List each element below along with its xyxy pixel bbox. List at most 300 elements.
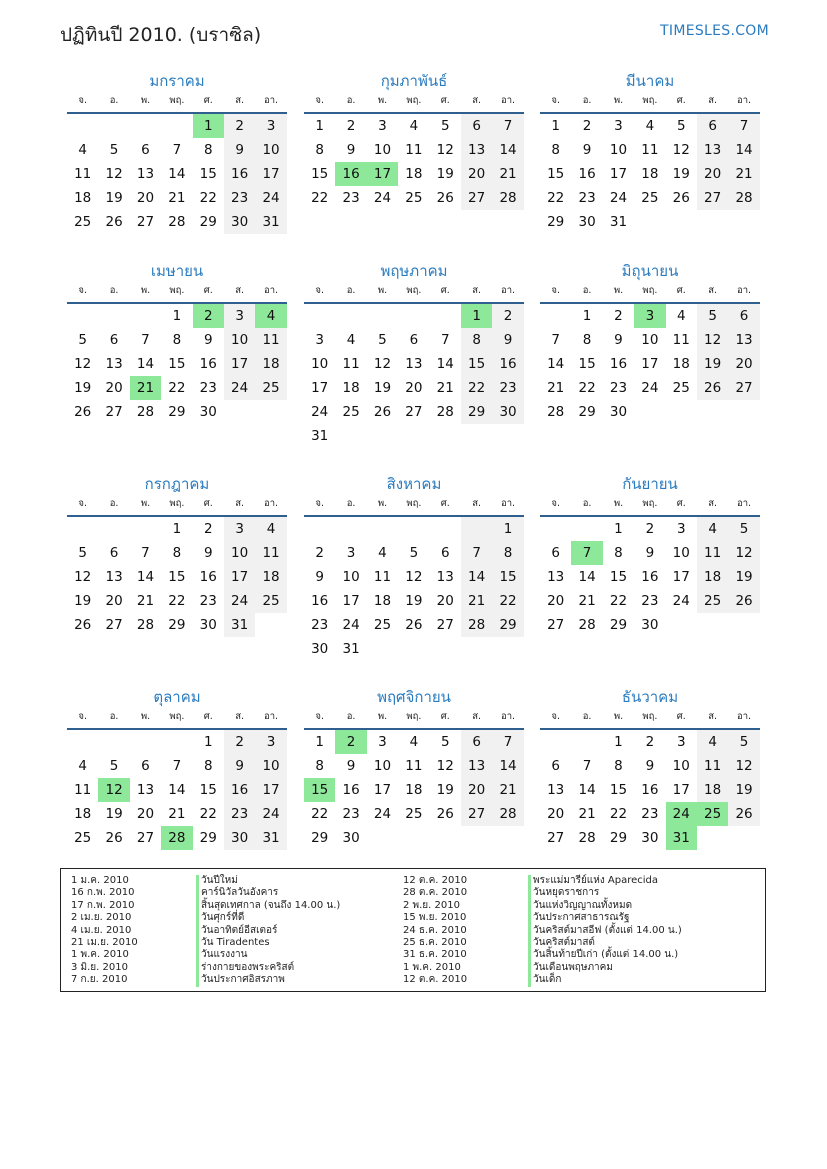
legend-item <box>71 912 340 924</box>
day-cell: 27 <box>136 214 155 230</box>
weekday-label: อา. <box>501 498 516 509</box>
weekday-header <box>67 495 287 517</box>
day-cell: 19 <box>697 352 728 376</box>
day-cell: 31 <box>342 641 360 657</box>
weekday-label: พฤ. <box>169 711 185 722</box>
day-cell: 1 <box>172 308 182 324</box>
day-cell: 11 <box>373 569 392 585</box>
weekday-label: พ. <box>613 498 624 509</box>
day-cell: 13 <box>105 356 123 372</box>
day-cell: 16 <box>199 569 217 585</box>
day-cell: 5 <box>676 118 686 134</box>
day-cell: 30 <box>578 214 596 230</box>
day-cell: 10 <box>342 569 360 585</box>
day-cell: 25 <box>697 589 728 613</box>
weekday-label: ส. <box>708 285 718 296</box>
day-empty <box>367 517 398 541</box>
month-name: มีนาคม <box>625 72 675 90</box>
day-cell: 25 <box>373 617 392 633</box>
weekday-label: ศ. <box>676 711 686 722</box>
day-cell: 6 <box>697 114 728 138</box>
day-cell: 31 <box>224 613 255 637</box>
day-cell: 1 <box>492 517 523 541</box>
day-cell: 28 <box>728 186 759 210</box>
day-cell: 19 <box>728 565 759 589</box>
day-cell: 12 <box>436 758 454 774</box>
day-cell: 30 <box>224 826 255 850</box>
weekday-label: ส. <box>235 285 245 296</box>
day-cell: 5 <box>440 734 450 750</box>
day-cell: 9 <box>224 754 255 778</box>
day-cell: 10 <box>224 328 255 352</box>
weekday-label: อ. <box>346 498 356 509</box>
day-grid <box>304 517 524 661</box>
day-cell: 8 <box>614 758 623 774</box>
day-grid <box>540 730 760 850</box>
day-cell: 22 <box>168 593 186 609</box>
day-cell: 2 <box>346 118 356 134</box>
day-empty <box>130 517 161 541</box>
day-cell: 26 <box>74 617 92 633</box>
day-cell: 21 <box>168 190 186 206</box>
day-cell: 22 <box>199 190 217 206</box>
month-name: เมษายน <box>150 262 204 280</box>
day-cell: 13 <box>105 569 123 585</box>
day-cell: 28 <box>461 613 492 637</box>
day-empty <box>367 304 398 328</box>
day-cell: 18 <box>405 782 423 798</box>
day-cell: 23 <box>199 380 217 396</box>
day-cell: 20 <box>547 806 565 822</box>
day-cell: 8 <box>203 142 213 158</box>
day-grid <box>67 114 287 234</box>
weekday-label: ส. <box>708 95 718 106</box>
month-block <box>67 686 287 850</box>
day-cell: 23 <box>224 186 255 210</box>
day-empty <box>540 517 571 541</box>
legend-date: 7 ก.ย. 2010 <box>71 974 128 986</box>
day-cell: 29 <box>199 830 217 846</box>
day-cell: 15 <box>492 565 523 589</box>
day-cell: 26 <box>74 404 92 420</box>
day-cell: 30 <box>224 210 255 234</box>
day-cell: 2 <box>614 308 623 324</box>
weekday-label: อา. <box>264 711 279 722</box>
day-cell: 8 <box>172 545 182 561</box>
day-cell-holiday: 4 <box>255 304 286 328</box>
day-cell: 18 <box>342 380 360 396</box>
weekday-label: จ. <box>551 711 560 722</box>
day-cell-holiday: 25 <box>697 802 728 826</box>
day-cell: 11 <box>74 166 92 182</box>
day-cell: 27 <box>105 404 123 420</box>
day-cell: 31 <box>255 210 286 234</box>
weekday-label: อา. <box>264 95 279 106</box>
day-cell: 21 <box>436 380 454 396</box>
legend-item <box>403 937 682 949</box>
day-cell: 23 <box>641 593 659 609</box>
day-cell: 16 <box>311 593 329 609</box>
day-grid <box>540 517 760 637</box>
day-cell: 30 <box>199 404 217 420</box>
day-cell-holiday: 1 <box>193 114 224 138</box>
day-cell: 3 <box>315 332 324 348</box>
day-empty <box>540 730 571 754</box>
day-cell: 13 <box>461 138 492 162</box>
weekday-label: อา. <box>737 498 752 509</box>
legend-item <box>71 949 340 961</box>
day-cell: 28 <box>168 214 186 230</box>
day-cell: 16 <box>342 782 360 798</box>
day-cell: 29 <box>609 830 628 846</box>
day-cell: 12 <box>728 754 759 778</box>
day-cell: 7 <box>461 541 492 565</box>
day-cell: 1 <box>172 521 182 537</box>
weekday-label: จ. <box>315 711 324 722</box>
weekday-label: พ. <box>140 498 151 509</box>
day-cell-holiday: 28 <box>161 826 192 850</box>
legend-holiday-name: วันเด็ก <box>528 974 561 986</box>
weekday-label: จ. <box>551 95 560 106</box>
legend-item <box>403 912 682 924</box>
day-cell: 26 <box>436 190 454 206</box>
day-cell: 26 <box>436 806 454 822</box>
day-cell: 24 <box>672 593 690 609</box>
weekday-label: ส. <box>472 711 482 722</box>
day-cell: 24 <box>224 589 255 613</box>
weekday-label: อา. <box>737 95 752 106</box>
weekday-label: พ. <box>613 711 624 722</box>
day-cell: 20 <box>136 190 155 206</box>
day-cell: 8 <box>461 328 492 352</box>
weekday-label: อา. <box>501 285 516 296</box>
day-cell: 29 <box>199 214 217 230</box>
day-cell: 6 <box>551 545 560 561</box>
day-cell: 10 <box>255 754 286 778</box>
day-cell: 21 <box>578 806 596 822</box>
weekday-label: พ. <box>140 285 151 296</box>
legend-holiday-name: วันคริสต์มาสต์ <box>528 937 595 949</box>
day-cell: 9 <box>203 545 213 561</box>
day-cell: 15 <box>199 166 217 182</box>
day-cell: 1 <box>614 521 623 537</box>
day-cell: 22 <box>461 376 492 400</box>
page-title: ปฏิทินปี 2010. (บราซิล) <box>60 24 262 46</box>
day-grid <box>304 730 524 850</box>
day-cell: 8 <box>551 142 560 158</box>
site-link[interactable]: TIMESLES.COM <box>660 23 769 39</box>
day-empty <box>67 517 98 541</box>
legend-date: 1 ม.ค. 2010 <box>71 875 129 886</box>
legend-holiday-name: วันศุกร์ที่ดี <box>196 912 244 924</box>
day-cell: 26 <box>728 802 759 826</box>
day-cell: 27 <box>436 617 454 633</box>
month-block <box>304 70 524 210</box>
legend-holiday-name: วันเดือนพฤษภาคม <box>528 962 613 974</box>
day-cell: 18 <box>74 806 92 822</box>
legend-item <box>71 925 340 937</box>
legend-date: 15 พ.ย. 2010 <box>403 912 467 924</box>
day-empty <box>461 517 492 541</box>
day-cell: 30 <box>609 404 628 420</box>
weekday-label: จ. <box>78 498 87 509</box>
day-cell: 4 <box>378 545 387 561</box>
day-cell: 21 <box>136 593 155 609</box>
day-cell: 28 <box>136 617 155 633</box>
weekday-label: พ. <box>613 95 624 106</box>
day-cell: 3 <box>346 545 356 561</box>
weekday-label: ศ. <box>440 498 450 509</box>
day-cell: 7 <box>551 332 560 348</box>
legend-date: 24 ธ.ค. 2010 <box>403 924 467 936</box>
day-cell: 26 <box>405 617 423 633</box>
day-cell: 8 <box>172 332 182 348</box>
day-cell: 14 <box>436 356 454 372</box>
weekday-label: พฤ. <box>642 711 658 722</box>
day-cell: 18 <box>373 593 392 609</box>
month-block <box>67 70 287 234</box>
day-empty <box>130 730 161 754</box>
day-cell-holiday: 2 <box>335 730 366 754</box>
day-cell-holiday: 12 <box>98 778 129 802</box>
day-empty <box>130 304 161 328</box>
day-empty <box>335 304 366 328</box>
legend-item <box>71 937 340 949</box>
day-cell: 29 <box>461 400 492 424</box>
weekday-label: พฤ. <box>642 498 658 509</box>
day-cell: 14 <box>578 569 596 585</box>
legend-item <box>403 949 682 961</box>
day-cell: 13 <box>436 569 454 585</box>
legend-date: 25 ธ.ค. 2010 <box>403 936 467 948</box>
day-cell: 20 <box>136 806 155 822</box>
day-cell: 26 <box>728 589 759 613</box>
weekday-label: อ. <box>346 285 356 296</box>
weekday-label: จ. <box>315 95 324 106</box>
day-cell: 15 <box>578 356 596 372</box>
weekday-label: อา. <box>264 285 279 296</box>
day-cell: 15 <box>199 782 217 798</box>
day-cell: 13 <box>697 138 728 162</box>
weekday-header <box>67 92 287 114</box>
legend-item <box>71 974 340 986</box>
legend-holiday-name: พระแม่มารีย์แห่ง Aparecida <box>528 875 658 887</box>
day-cell: 2 <box>203 521 213 537</box>
day-cell: 9 <box>346 142 356 158</box>
day-cell: 27 <box>136 830 155 846</box>
day-cell: 9 <box>614 332 623 348</box>
legend-item <box>403 962 682 974</box>
day-cell: 11 <box>697 754 728 778</box>
weekday-label: จ. <box>78 95 87 106</box>
legend-date: 3 มิ.ย. 2010 <box>71 961 128 973</box>
weekday-header <box>67 708 287 730</box>
day-cell: 13 <box>405 356 423 372</box>
legend-date: 12 ต.ค. 2010 <box>403 875 468 886</box>
day-cell: 14 <box>492 754 523 778</box>
day-cell-holiday: 16 <box>335 162 366 186</box>
day-cell: 1 <box>203 734 213 750</box>
month-block <box>67 260 287 424</box>
legend-date: 31 ธ.ค. 2010 <box>403 949 467 961</box>
legend-date: 1 พ.ค. 2010 <box>403 961 461 973</box>
day-cell: 7 <box>141 332 150 348</box>
day-cell: 28 <box>492 802 523 826</box>
day-empty <box>67 114 98 138</box>
day-cell: 22 <box>168 380 186 396</box>
weekday-label: ส. <box>708 711 718 722</box>
day-cell: 17 <box>224 565 255 589</box>
day-cell: 13 <box>547 782 565 798</box>
day-cell: 4 <box>697 517 728 541</box>
day-cell: 7 <box>172 758 182 774</box>
day-cell: 7 <box>172 142 182 158</box>
day-cell: 10 <box>255 138 286 162</box>
weekday-label: พฤ. <box>406 498 422 509</box>
day-cell: 4 <box>697 730 728 754</box>
day-cell: 23 <box>578 190 596 206</box>
day-cell: 19 <box>436 782 454 798</box>
weekday-label: พฤ. <box>642 95 658 106</box>
day-cell: 25 <box>255 376 286 400</box>
weekday-label: จ. <box>551 498 560 509</box>
day-cell: 25 <box>255 589 286 613</box>
weekday-label: อ. <box>582 711 592 722</box>
day-cell-holiday: 31 <box>666 826 697 850</box>
weekday-label: อา. <box>501 711 516 722</box>
weekday-label: ศ. <box>676 285 686 296</box>
day-cell: 12 <box>436 142 454 158</box>
month-name: มิถุนายน <box>621 262 679 280</box>
day-cell: 9 <box>645 758 655 774</box>
day-cell: 6 <box>728 304 759 328</box>
day-cell: 13 <box>547 569 565 585</box>
day-cell: 26 <box>697 376 728 400</box>
day-cell: 27 <box>547 830 565 846</box>
day-cell: 18 <box>641 166 659 182</box>
weekday-label: พ. <box>377 711 388 722</box>
day-cell: 5 <box>409 545 419 561</box>
day-cell: 19 <box>373 380 392 396</box>
day-cell: 16 <box>641 782 659 798</box>
day-cell: 18 <box>697 565 728 589</box>
day-cell: 21 <box>492 778 523 802</box>
day-cell: 22 <box>492 589 523 613</box>
day-cell: 16 <box>609 356 628 372</box>
day-cell: 14 <box>728 138 759 162</box>
day-cell: 30 <box>311 641 329 657</box>
day-cell: 12 <box>373 356 392 372</box>
weekday-label: ศ. <box>440 95 450 106</box>
legend-date: 21 เม.ย. 2010 <box>71 936 138 948</box>
legend-date: 17 ก.พ. 2010 <box>71 899 135 911</box>
day-cell: 2 <box>645 521 655 537</box>
day-cell: 10 <box>672 545 690 561</box>
month-name: พฤษภาคม <box>380 262 448 280</box>
day-cell: 23 <box>609 380 628 396</box>
day-cell: 30 <box>342 830 360 846</box>
day-cell: 25 <box>74 830 92 846</box>
day-cell: 7 <box>492 730 523 754</box>
weekday-label: ศ. <box>676 95 686 106</box>
day-cell: 21 <box>728 162 759 186</box>
legend-item <box>71 875 340 887</box>
day-cell: 22 <box>578 380 596 396</box>
day-cell: 20 <box>697 162 728 186</box>
day-cell: 12 <box>697 328 728 352</box>
day-cell: 10 <box>311 356 329 372</box>
day-cell: 22 <box>609 806 628 822</box>
day-cell: 17 <box>672 782 690 798</box>
day-cell: 17 <box>641 356 659 372</box>
day-cell: 19 <box>728 778 759 802</box>
day-cell: 5 <box>109 142 119 158</box>
day-empty <box>398 304 429 328</box>
weekday-label: อา. <box>737 285 752 296</box>
day-cell: 12 <box>728 541 759 565</box>
holiday-legend <box>60 868 766 992</box>
day-cell: 25 <box>74 214 92 230</box>
day-cell: 24 <box>641 380 659 396</box>
weekday-label: อ. <box>582 498 592 509</box>
day-cell: 6 <box>141 758 150 774</box>
day-cell: 21 <box>492 162 523 186</box>
day-cell: 25 <box>342 404 360 420</box>
legend-holiday-name: สิ้นสุดเทศกาล (จนถึง 14.00 น.) <box>196 900 340 912</box>
day-cell: 21 <box>461 589 492 613</box>
legend-item <box>403 875 682 887</box>
day-cell: 17 <box>311 380 329 396</box>
day-cell: 13 <box>136 782 155 798</box>
day-cell: 26 <box>105 830 123 846</box>
day-cell: 11 <box>255 328 286 352</box>
day-empty <box>540 304 571 328</box>
day-cell: 29 <box>609 617 628 633</box>
day-cell: 31 <box>311 428 329 444</box>
day-cell: 2 <box>315 545 324 561</box>
weekday-header <box>304 708 524 730</box>
day-cell: 23 <box>641 806 659 822</box>
day-cell: 6 <box>141 142 150 158</box>
day-cell: 23 <box>311 617 329 633</box>
day-cell: 16 <box>224 778 255 802</box>
day-cell: 18 <box>255 565 286 589</box>
month-block <box>304 260 524 448</box>
day-cell: 28 <box>436 404 454 420</box>
day-cell: 5 <box>378 332 387 348</box>
weekday-label: พ. <box>140 95 151 106</box>
day-cell: 29 <box>578 404 596 420</box>
day-cell-holiday: 15 <box>304 778 335 802</box>
day-cell: 24 <box>342 617 360 633</box>
day-cell: 6 <box>461 730 492 754</box>
weekday-label: ศ. <box>440 285 450 296</box>
day-empty <box>161 114 192 138</box>
weekday-label: พ. <box>377 285 388 296</box>
weekday-label: ส. <box>472 95 482 106</box>
day-cell: 8 <box>315 758 324 774</box>
day-cell: 22 <box>199 806 217 822</box>
day-empty <box>161 730 192 754</box>
weekday-header <box>67 282 287 304</box>
day-cell-holiday: 2 <box>193 304 224 328</box>
month-name: มกราคม <box>149 72 205 90</box>
day-cell: 7 <box>492 114 523 138</box>
day-cell: 3 <box>676 521 686 537</box>
day-cell: 9 <box>492 328 523 352</box>
day-cell: 11 <box>342 356 360 372</box>
day-cell: 1 <box>551 118 560 134</box>
